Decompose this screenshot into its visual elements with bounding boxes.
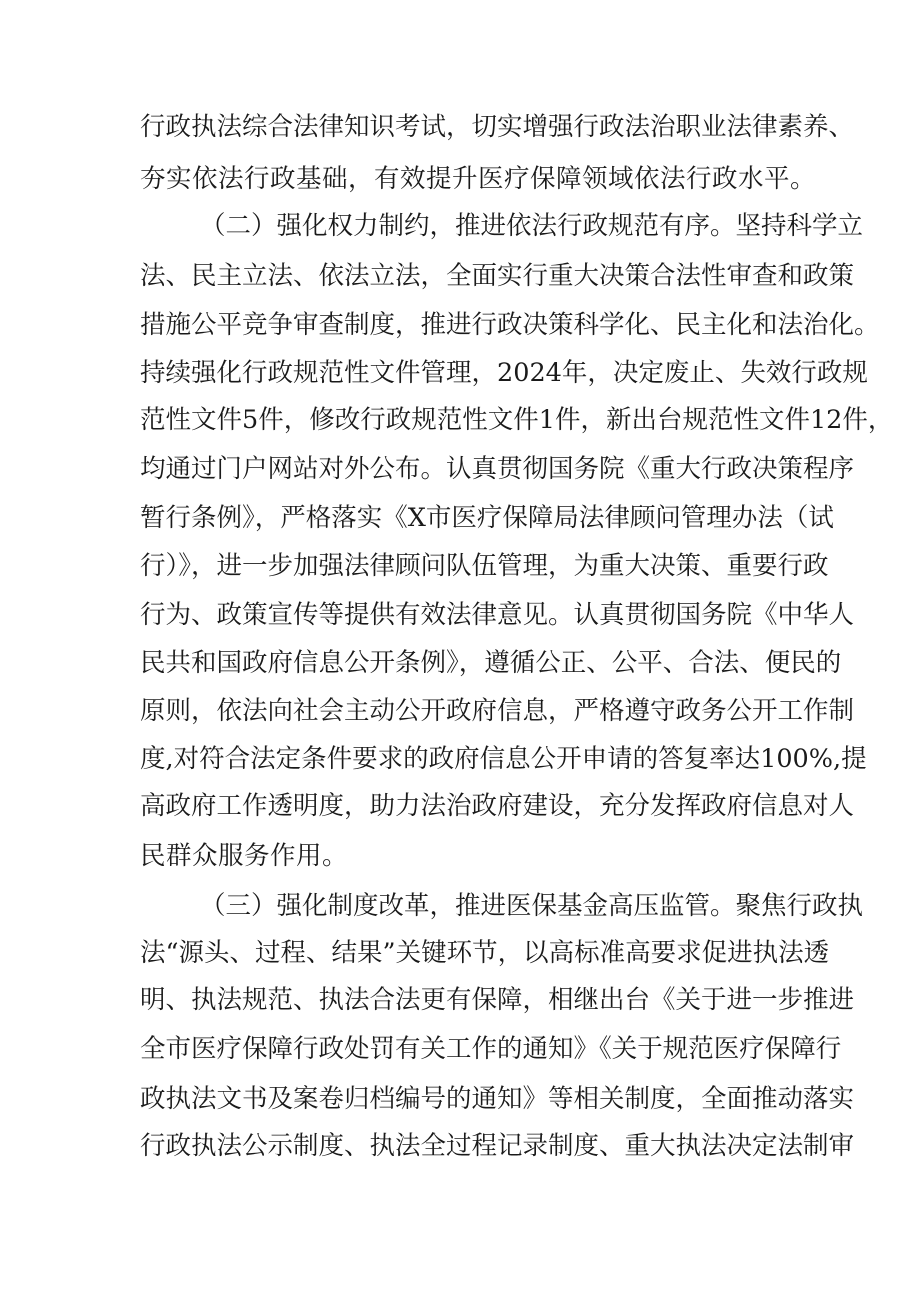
text-line: 夯实依法行政基础，有效提升医疗保障领域依法行政水平。 <box>140 164 817 194</box>
text-line: 法、民主立法、依法立法，全面实行重大决策合法性审查和政策 <box>140 261 855 291</box>
text-line: 民群众服务作用。 <box>140 841 349 871</box>
text-line: 高政府工作透明度，助力法治政府建设，充分发挥政府信息对人 <box>140 791 855 821</box>
text-line: 行政执法综合法律知识考试，切实增强行政法治职业法律素养、 <box>140 112 855 142</box>
text-line: 度,对符合法定条件要求的政府信息公开申请的答复率达100%,提 <box>140 744 867 774</box>
text-line: 全市医疗保障行政处罚有关工作的通知》《关于规范医疗保障行 <box>140 1034 842 1064</box>
text-line: 措施公平竞争审查制度，推进行政决策科学化、民主化和法治化。 <box>140 310 880 340</box>
text-line: 民共和国政府信息公开条例》，遵循公正、公平、合法、便民的 <box>140 648 842 678</box>
paragraph-heading-2: （二）强化权力制约，推进依法行政规范有序。坚持科学立 <box>200 211 864 241</box>
text-line: 法“源头、过程、结果”关键环节，以高标准高要求促进执法透 <box>140 938 830 968</box>
text-line: 行政执法公示制度、执法全过程记录制度、重大执法决定法制审 <box>140 1131 855 1161</box>
text-line: 行为、政策宣传等提供有效法律意见。认真贯彻国务院《中华人 <box>140 600 855 630</box>
text-line: 行）》，进一步加强法律顾问队伍管理，为重大决策、重要行政 <box>140 551 829 581</box>
text-line: 原则，依法向社会主动公开政府信息，严格遵守政务公开工作制 <box>140 696 855 726</box>
paragraph-heading-3: （三）强化制度改革，推进医保基金高压监管。聚焦行政执 <box>200 891 864 921</box>
text-line: 持续强化行政规范性文件管理，2024年，决定废止、失效行政规 <box>140 358 868 388</box>
text-line: 范性文件5件，修改行政规范性文件1件，新出台规范性文件12件， <box>140 405 894 435</box>
text-line: 政执法文书及案卷归档编号的通知》等相关制度，全面推动落实 <box>140 1084 855 1114</box>
text-line: 暂行条例》，严格落实《X市医疗保障局法律顾问管理办法（试 <box>140 503 834 533</box>
text-line: 明、执法规范、执法合法更有保障，相继出台《关于进一步推进 <box>140 985 855 1015</box>
text-line: 均通过门户网站对外公布。认真贯彻国务院《重大行政决策程序 <box>140 454 855 484</box>
